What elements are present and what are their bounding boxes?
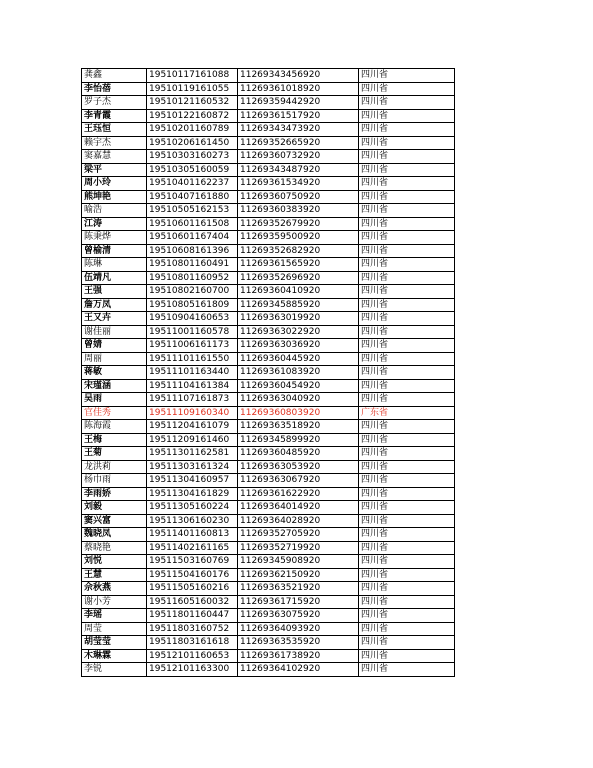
table-row [82,325,455,339]
name-cell[interactable]: 佘秋燕 [82,582,147,596]
phone-cell[interactable]: 11269361565920 [238,258,359,272]
phone-cell[interactable]: 11269352719920 [238,541,359,555]
name-cell[interactable]: 谢小芳 [82,595,147,609]
id-cell[interactable]: 19511605160032 [147,595,238,609]
id-cell[interactable]: 19511301162581 [147,447,238,461]
province-cell[interactable]: 四川省 [359,541,455,555]
phone-cell[interactable]: 11269343487920 [238,163,359,177]
phone-cell[interactable]: 11269361622920 [238,487,359,501]
phone-cell[interactable]: 11269361715920 [238,595,359,609]
table-row [82,609,455,623]
table-row [82,231,455,245]
province-cell[interactable]: 四川省 [359,150,455,164]
province-cell[interactable]: 四川省 [359,271,455,285]
name-cell[interactable]: 梁平 [82,163,147,177]
table-row [82,582,455,596]
phone-cell[interactable]: 11269360383920 [238,204,359,218]
table-row [82,285,455,299]
id-cell[interactable]: 19510505162153 [147,204,238,218]
table-row [82,217,455,231]
table-row [82,69,455,83]
table-row [82,271,455,285]
table-row [82,406,455,420]
id-cell[interactable]: 19511101161550 [147,352,238,366]
name-cell[interactable]: 胡莹莹 [82,636,147,650]
name-cell[interactable]: 罗子杰 [82,96,147,110]
province-cell[interactable]: 四川省 [359,433,455,447]
id-cell[interactable]: 19510206161450 [147,136,238,150]
phone-cell[interactable]: 11269359500920 [238,231,359,245]
phone-cell[interactable]: 11269363036920 [238,339,359,353]
name-cell[interactable]: 窦兴富 [82,514,147,528]
table-row [82,487,455,501]
id-cell[interactable]: 19510601161508 [147,217,238,231]
table-row [82,339,455,353]
province-cell[interactable]: 四川省 [359,460,455,474]
phone-cell[interactable]: 11269363075920 [238,609,359,623]
table-row [82,136,455,150]
id-cell[interactable]: 19510305160059 [147,163,238,177]
province-cell[interactable]: 四川省 [359,487,455,501]
name-cell[interactable]: 杨巾雨 [82,474,147,488]
phone-cell[interactable]: 11269362150920 [238,568,359,582]
table-row [82,447,455,461]
phone-cell[interactable]: 11269361517920 [238,109,359,123]
id-cell[interactable]: 19510802160700 [147,285,238,299]
id-cell[interactable]: 19511803160752 [147,622,238,636]
province-cell[interactable]: 四川省 [359,298,455,312]
province-cell[interactable]: 四川省 [359,514,455,528]
name-cell[interactable]: 李瑶 [82,609,147,623]
id-cell[interactable]: 19510407161880 [147,190,238,204]
province-cell[interactable]: 四川省 [359,622,455,636]
province-cell[interactable]: 四川省 [359,366,455,380]
province-cell[interactable]: 四川省 [359,339,455,353]
id-cell[interactable]: 19512101163300 [147,663,238,677]
id-cell[interactable]: 19510904160653 [147,312,238,326]
name-cell[interactable]: 魏晓凤 [82,528,147,542]
phone-cell[interactable]: 11269363521920 [238,582,359,596]
id-cell[interactable]: 19510201160789 [147,123,238,137]
phone-cell[interactable]: 11269359442920 [238,96,359,110]
phone-cell[interactable]: 11269345908920 [238,555,359,569]
phone-cell[interactable]: 11269352682920 [238,244,359,258]
table-row [82,595,455,609]
province-cell[interactable]: 四川省 [359,190,455,204]
name-cell[interactable]: 王梅 [82,433,147,447]
id-cell[interactable]: 19511401160813 [147,528,238,542]
id-cell[interactable]: 19511505160216 [147,582,238,596]
name-cell[interactable]: 刘毅 [82,501,147,515]
phone-cell[interactable]: 11269345899920 [238,433,359,447]
phone-cell[interactable]: 11269352679920 [238,217,359,231]
table-row [82,204,455,218]
table-row [82,244,455,258]
name-cell[interactable]: 伍靖凡 [82,271,147,285]
province-cell[interactable]: 四川省 [359,609,455,623]
province-cell[interactable]: 四川省 [359,555,455,569]
phone-cell[interactable]: 11269364028920 [238,514,359,528]
phone-cell[interactable]: 11269360410920 [238,285,359,299]
name-cell[interactable]: 吴雨 [82,393,147,407]
name-cell[interactable]: 周莹 [82,622,147,636]
province-cell[interactable]: 四川省 [359,177,455,191]
name-cell[interactable]: 官佳秀 [82,406,147,420]
spreadsheet-body [82,69,455,677]
table-row [82,474,455,488]
phone-cell[interactable]: 11269345885920 [238,298,359,312]
province-cell[interactable]: 四川省 [359,217,455,231]
phone-cell[interactable]: 11269363040920 [238,393,359,407]
name-cell[interactable]: 王慧 [82,568,147,582]
id-cell[interactable]: 19511101163440 [147,366,238,380]
province-cell[interactable]: 四川省 [359,82,455,96]
id-cell[interactable]: 19511107161873 [147,393,238,407]
phone-cell[interactable]: 11269361738920 [238,649,359,663]
table-row [82,190,455,204]
name-cell[interactable]: 刘悦 [82,555,147,569]
table-row [82,298,455,312]
id-cell[interactable]: 19512101160653 [147,649,238,663]
name-cell[interactable]: 王强 [82,285,147,299]
name-cell[interactable]: 蔡晓艳 [82,541,147,555]
table-row [82,393,455,407]
province-cell[interactable]: 四川省 [359,528,455,542]
id-cell[interactable]: 19511504160176 [147,568,238,582]
id-cell[interactable]: 19510805161809 [147,298,238,312]
id-cell[interactable]: 19510801160952 [147,271,238,285]
province-cell[interactable]: 四川省 [359,258,455,272]
id-cell[interactable]: 19511104161384 [147,379,238,393]
name-cell[interactable]: 江涛 [82,217,147,231]
name-cell[interactable]: 李锐 [82,663,147,677]
table-row [82,258,455,272]
id-cell[interactable]: 19511303161324 [147,460,238,474]
name-cell[interactable]: 木琳霖 [82,649,147,663]
name-cell[interactable]: 龚鑫 [82,69,147,83]
name-cell[interactable]: 宋瑾涵 [82,379,147,393]
province-cell[interactable]: 四川省 [359,109,455,123]
phone-cell[interactable]: 11269363019920 [238,312,359,326]
phone-cell[interactable]: 11269352665920 [238,136,359,150]
province-cell[interactable]: 四川省 [359,312,455,326]
province-cell[interactable]: 四川省 [359,649,455,663]
table-row [82,109,455,123]
phone-cell[interactable]: 11269360445920 [238,352,359,366]
id-cell[interactable]: 19511006161173 [147,339,238,353]
name-cell[interactable]: 王菊 [82,447,147,461]
phone-cell[interactable]: 11269352696920 [238,271,359,285]
phone-cell[interactable]: 11269360750920 [238,190,359,204]
table-row [82,636,455,650]
id-cell[interactable]: 19511304161829 [147,487,238,501]
name-cell[interactable]: 熊坤艳 [82,190,147,204]
province-cell[interactable]: 四川省 [359,163,455,177]
name-cell[interactable]: 龙洪莉 [82,460,147,474]
id-cell[interactable]: 19511001160578 [147,325,238,339]
name-cell[interactable]: 谢佳丽 [82,325,147,339]
province-cell[interactable]: 四川省 [359,285,455,299]
phone-cell[interactable]: 11269364093920 [238,622,359,636]
province-cell[interactable]: 四川省 [359,325,455,339]
phone-cell[interactable]: 11269360732920 [238,150,359,164]
id-cell[interactable]: 19511209161460 [147,433,238,447]
name-cell[interactable]: 周丽 [82,352,147,366]
phone-cell[interactable]: 11269364102920 [238,663,359,677]
name-cell[interactable]: 窦嘉慧 [82,150,147,164]
phone-cell[interactable]: 11269361018920 [238,82,359,96]
table-row [82,555,455,569]
name-cell[interactable]: 李怡蓓 [82,82,147,96]
phone-cell[interactable]: 11269363067920 [238,474,359,488]
id-cell[interactable]: 19510401162237 [147,177,238,191]
phone-cell[interactable]: 11269361083920 [238,366,359,380]
province-cell[interactable]: 四川省 [359,474,455,488]
table-row [82,514,455,528]
table-row [82,96,455,110]
id-cell[interactable]: 19511306160230 [147,514,238,528]
province-cell[interactable]: 四川省 [359,420,455,434]
id-cell[interactable]: 19510122160872 [147,109,238,123]
phone-cell[interactable]: 11269360803920 [238,406,359,420]
phone-cell[interactable]: 11269363518920 [238,420,359,434]
name-cell[interactable]: 詹万凤 [82,298,147,312]
id-cell[interactable]: 19511402161165 [147,541,238,555]
province-cell[interactable]: 四川省 [359,582,455,596]
id-cell[interactable]: 19510121160532 [147,96,238,110]
phone-cell[interactable]: 11269363535920 [238,636,359,650]
province-cell[interactable]: 四川省 [359,123,455,137]
name-cell[interactable]: 曾婧 [82,339,147,353]
name-cell[interactable]: 王珏恒 [82,123,147,137]
id-cell[interactable]: 19510608161396 [147,244,238,258]
name-cell[interactable]: 赖宇杰 [82,136,147,150]
table-row [82,460,455,474]
phone-cell[interactable]: 11269360454920 [238,379,359,393]
province-cell[interactable]: 四川省 [359,393,455,407]
id-cell[interactable]: 19511304160957 [147,474,238,488]
province-cell[interactable]: 四川省 [359,204,455,218]
table-row [82,163,455,177]
province-cell[interactable]: 广东省 [359,406,455,420]
id-cell[interactable]: 19510119161055 [147,82,238,96]
table-row [82,366,455,380]
name-cell[interactable]: 李青霞 [82,109,147,123]
id-cell[interactable]: 19510303160273 [147,150,238,164]
name-cell[interactable]: 蒋敏 [82,366,147,380]
name-cell[interactable]: 王又卉 [82,312,147,326]
table-row [82,177,455,191]
table-row [82,649,455,663]
table-row [82,352,455,366]
table-row [82,150,455,164]
province-cell[interactable]: 四川省 [359,595,455,609]
table-row [82,379,455,393]
table-row [82,420,455,434]
province-cell[interactable]: 四川省 [359,379,455,393]
table-row [82,568,455,582]
id-cell[interactable]: 19511109160340 [147,406,238,420]
table-row [82,663,455,677]
phone-cell[interactable]: 11269364014920 [238,501,359,515]
phone-cell[interactable]: 11269352705920 [238,528,359,542]
phone-cell[interactable]: 11269363022920 [238,325,359,339]
name-cell[interactable]: 曾榆清 [82,244,147,258]
id-cell[interactable]: 19510801160491 [147,258,238,272]
province-cell[interactable]: 四川省 [359,568,455,582]
id-cell[interactable]: 19511801160447 [147,609,238,623]
province-cell[interactable]: 四川省 [359,636,455,650]
id-cell[interactable]: 19510601167404 [147,231,238,245]
phone-cell[interactable]: 11269343473920 [238,123,359,137]
name-cell[interactable]: 李雨娇 [82,487,147,501]
province-cell[interactable]: 四川省 [359,136,455,150]
table-row [82,528,455,542]
id-cell[interactable]: 19511503160769 [147,555,238,569]
table-row [82,312,455,326]
province-cell[interactable]: 四川省 [359,69,455,83]
phone-cell[interactable]: 11269343456920 [238,69,359,83]
id-cell[interactable]: 19511204161079 [147,420,238,434]
name-cell[interactable]: 陈琳 [82,258,147,272]
phone-cell[interactable]: 11269363053920 [238,460,359,474]
table-row [82,433,455,447]
province-cell[interactable]: 四川省 [359,244,455,258]
province-cell[interactable]: 四川省 [359,96,455,110]
spreadsheet-table [81,68,455,677]
phone-cell[interactable]: 11269361534920 [238,177,359,191]
province-cell[interactable]: 四川省 [359,352,455,366]
table-row [82,541,455,555]
id-cell[interactable]: 19511305160224 [147,501,238,515]
name-cell[interactable]: 陈秉烨 [82,231,147,245]
id-cell[interactable]: 19510117161088 [147,69,238,83]
id-cell[interactable]: 19511803161618 [147,636,238,650]
province-cell[interactable]: 四川省 [359,231,455,245]
province-cell[interactable]: 四川省 [359,447,455,461]
table-row [82,622,455,636]
table-row [82,501,455,515]
table-row [82,123,455,137]
province-cell[interactable]: 四川省 [359,663,455,677]
province-cell[interactable]: 四川省 [359,501,455,515]
name-cell[interactable]: 陈海霞 [82,420,147,434]
table-row [82,82,455,96]
name-cell[interactable]: 喻浩 [82,204,147,218]
name-cell[interactable]: 周小玲 [82,177,147,191]
phone-cell[interactable]: 11269360485920 [238,447,359,461]
